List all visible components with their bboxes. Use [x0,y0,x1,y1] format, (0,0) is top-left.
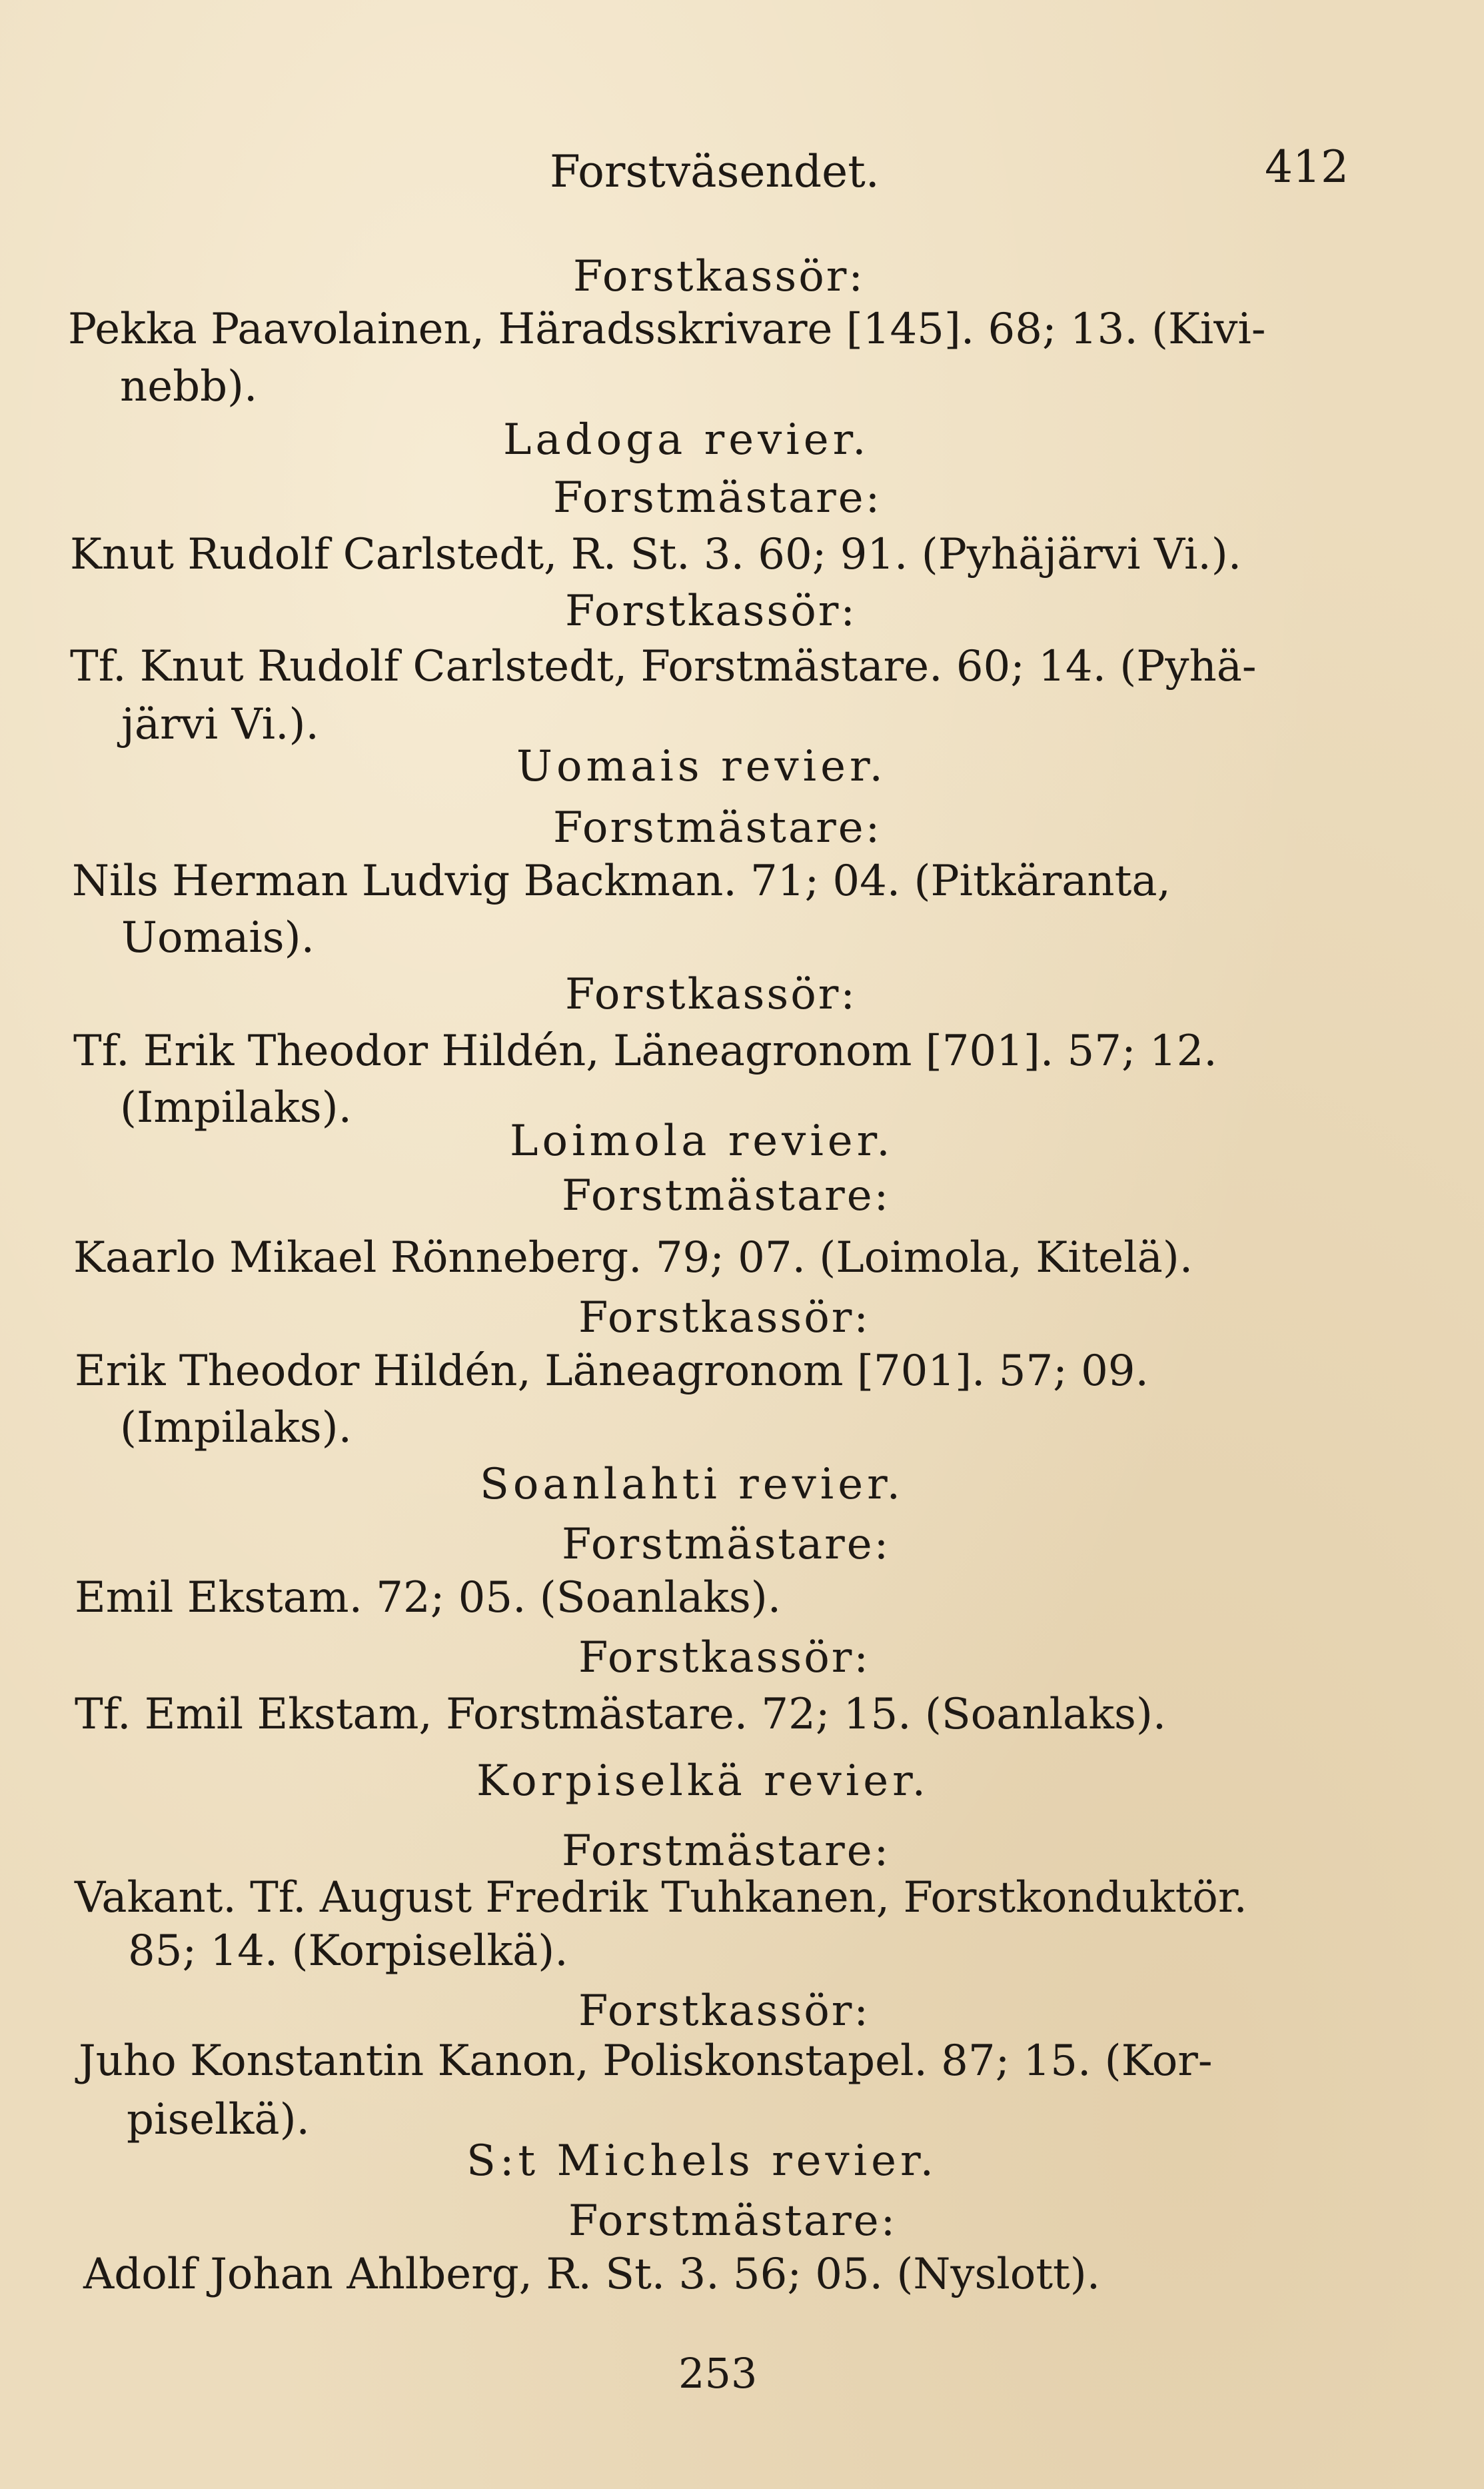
entry-continuation: nebb). [120,362,258,411]
role-heading: Forstmästare: [568,2196,898,2246]
entry-line: Pekka Paavolainen, Häradsskrivare [145]. 68; 13. (Kivi- [68,305,1266,354]
district-heading: S:t Michels revier. [466,2136,938,2186]
role-heading: Forstkassör: [565,587,857,636]
role-heading: Forstmästare: [562,1826,891,1876]
entry-continuation: (Impilaks). [120,1083,352,1133]
entry-continuation: järvi Vi.). [121,700,319,749]
role-heading: Forstmästare: [553,803,882,853]
entry-line: Kaarlo Mikael Rönneberg. 79; 07. (Loimola, Kitelä). [73,1233,1193,1282]
entry-continuation: Uomais). [121,913,315,963]
entry-line: Erik Theodor Hildén, Läneagronom [701]. 57; 09. [75,1346,1149,1396]
role-heading: Forstmästare: [562,1520,891,1569]
entry-line: Tf. Erik Theodor Hildén, Läneagronom [701]. 57; 12. [73,1027,1217,1076]
role-heading: Forstmästare: [553,473,882,523]
entry-line: Adolf Johan Ahlberg, R. St. 3. 56; 05. (Nyslott). [83,2250,1101,2299]
entry-line: Nils Herman Ludvig Backman. 71; 04. (Pitkäranta, [72,857,1171,906]
district-heading: Korpiselkä revier. [476,1756,930,1806]
entry-continuation: piselkä). [127,2095,310,2144]
entry-line: Juho Konstantin Kanon, Poliskonstapel. 87; 15. (Kor- [79,2036,1213,2086]
entry-line: Knut Rudolf Carlstedt, R. St. 3. 60; 91. (Pyhäjärvi Vi.). [70,530,1242,579]
district-heading: Ladoga revier. [503,415,870,465]
role-heading: Forstkassör: [565,970,857,1019]
entry-line: Tf. Emil Ekstam, Forstmästare. 72; 15. (Soanlaks). [75,1690,1167,1739]
role-heading: Forstkassör: [578,1293,870,1342]
role-heading: Forstkassör: [578,1986,870,2036]
role-heading: Forstkassör: [573,252,865,301]
district-heading: Loimola revier. [510,1117,894,1166]
running-header-title: Forstväsendet. [550,146,880,197]
entry-line: Emil Ekstam. 72; 05. (Soanlaks). [75,1573,782,1622]
district-heading: Uomais revier. [516,742,887,791]
role-heading: Forstmästare: [562,1171,891,1221]
signature-mark: 253 [678,2349,758,2398]
entry-continuation: (Impilaks). [120,1403,352,1452]
entry-line: Tf. Knut Rudolf Carlstedt, Forstmästare. 60; 14. (Pyhä- [70,642,1257,691]
page-number: 412 [1265,141,1349,193]
entry-line: Vakant. Tf. August Fredrik Tuhkanen, Forstkonduktör. [75,1873,1247,1922]
entry-continuation: 85; 14. (Korpiselkä). [128,1926,568,1976]
district-heading: Soanlahti revier. [480,1460,904,1509]
role-heading: Forstkassör: [578,1633,870,1682]
